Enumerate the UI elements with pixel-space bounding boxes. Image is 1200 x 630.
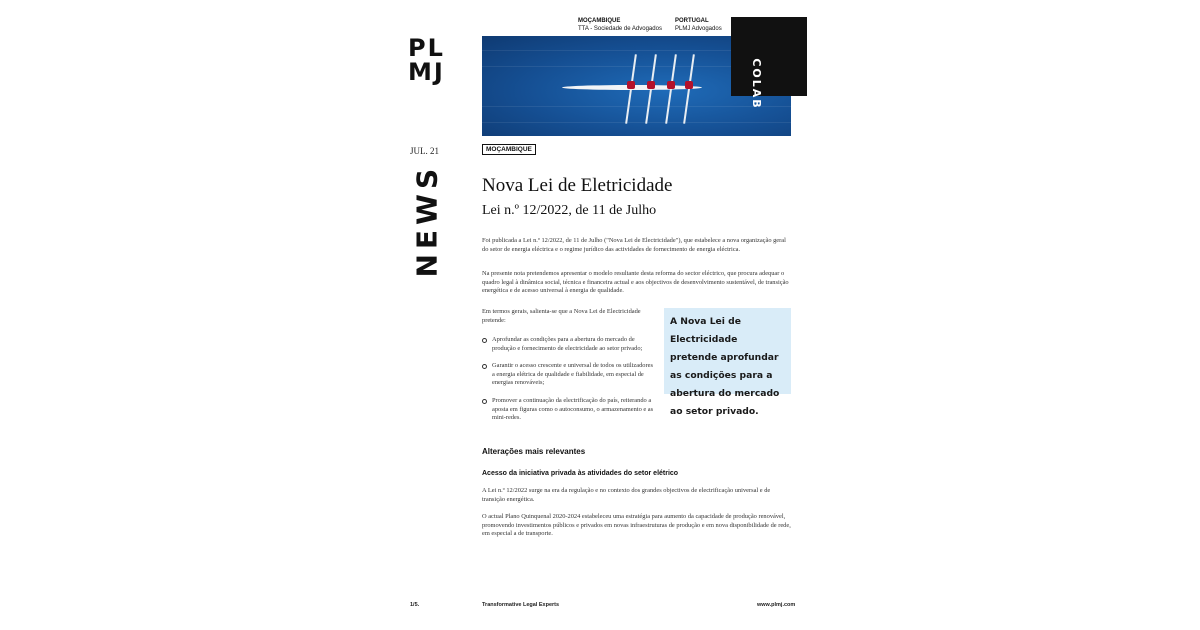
paragraph-1: Foi publicada a Lei n.º 12/2022, de 11 de Julho ("Nova Lei de Electricidade"), que estabelece a nova organização geral do setor de energia eléctrica e o regime jurídico das actividades de fornecimento de energia eléctrica. (482, 237, 786, 253)
page-title: Nova Lei de Eletricidade (482, 175, 673, 196)
logo-line-1: PL (408, 34, 445, 62)
pull-quote-callout (664, 308, 791, 417)
callout-text: A Nova Lei de Electricidade pretende aprofundar as condições para a abertura do mercado ao setor privado. (670, 316, 780, 417)
office-country: MOÇAMBIQUE (578, 18, 621, 24)
office-portugal (675, 17, 722, 33)
plmj-logo (408, 36, 445, 84)
logo-line-2: MJ (408, 58, 445, 86)
office-country: PORTUGAL (675, 18, 709, 24)
paragraph-3: A Lei n.º 12/2022 surge na era da regulação e no contexto dos grandes objectivos de electrificação universal e de transição energética. (482, 487, 771, 503)
news-side-label: NEWS (410, 163, 444, 278)
footer-tagline: Transformative Legal Experts (482, 602, 560, 608)
footer-website-link[interactable]: www.plmj.com (757, 602, 796, 608)
subsection-heading: Acesso da iniciativa privada às atividades do setor elétrico (482, 470, 679, 477)
list-item: Promover a continuação da electrificação do país, reiterando a aposta em figuras como o autoconsumo, o armazenamento e as mini-redes. (482, 397, 654, 423)
section-heading: Alterações mais relevantes (482, 447, 586, 456)
page-number: 1/5. (410, 602, 420, 608)
colab-label: COLAB (750, 58, 763, 110)
bullet-list (482, 336, 654, 432)
bullets-intro: Em termos gerais, salienta-se que a Nova Lei de Electricidade pretende: (482, 308, 641, 324)
list-item: Aprofundar as condições para a abertura do mercado de produção e fornecimento de electricidade ao setor privado; (482, 336, 654, 353)
office-firm: TTA - Sociedade de Advogados (578, 26, 662, 32)
page-subtitle: Lei n.º 12/2022, de 11 de Julho (482, 203, 657, 218)
paragraph-2: Na presente nota pretendemos apresentar o modelo resultante desta reforma do sector eléctrico, que procura adequar o quadro legal à dinâmica social, técnica e financeira actual e aos objectivos de desenvolvimento sustentável, de transição energética e de acesso universal à energia de qualidade. (482, 270, 789, 295)
country-tag: MOÇAMBIQUE (482, 144, 536, 155)
office-firm: PLMJ Advogados (675, 26, 722, 32)
office-mozambique (578, 17, 662, 33)
paragraph-4: O actual Plano Quinquenal 2020-2024 estabeleceu uma estratégia para aumento da capacidade de produção renovável, promovendo investimentos públicos e privados em novas infraestruturas de produção e em nova disponibilidade de rede, em especial a de transporte. (482, 513, 791, 538)
list-item: Garantir o acesso crescente e universal de todos os utilizadores a energia elétrica de qualidade e fiabilidade, em especial de energias renováveis; (482, 362, 654, 388)
colab-badge (731, 17, 807, 96)
issue-date: JUL. 21 (410, 146, 439, 156)
